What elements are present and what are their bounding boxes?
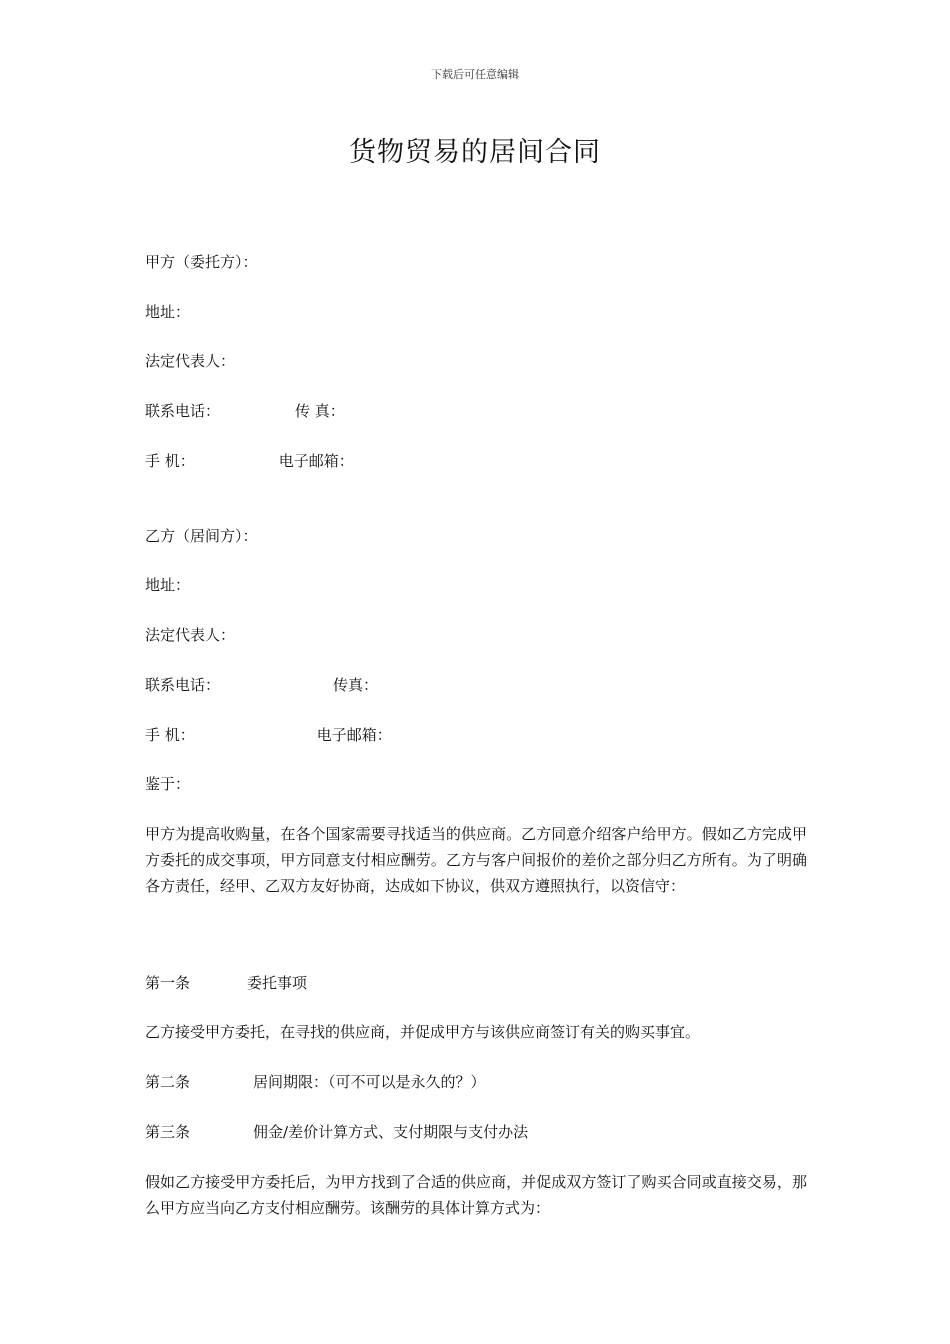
party-b-phone: 联系电话： (145, 676, 221, 694)
party-a-contact-row (145, 401, 345, 421)
article-2-title: 居间期限：（可不可以是永久的？） (253, 1073, 486, 1091)
article-1-body: 乙方接受甲方委托，在寻找的供应商，并促成甲方与该供应商签订有关的购买事宜。 (145, 1023, 701, 1041)
party-a-fax: 传 真： (295, 402, 345, 420)
party-b-mobile-row (145, 725, 392, 745)
party-a-mobile: 手 机： (145, 452, 195, 470)
party-b-fax: 传真： (333, 676, 379, 694)
article-1-title: 委托事项 (247, 974, 308, 992)
whereas-paragraph: 甲方为提高收购量，在各个国家需要寻找适当的供应商。乙方同意介绍客户给甲方。假如乙方完成甲方委托的成交事项，甲方同意支付相应酬劳。乙方与客户间报价的差价之部分归乙方所有。为了明确各方责任，经甲、乙双方友好协商，达成如下协议，供双方遵照执行，以资信守： (145, 825, 807, 895)
party-a-mobile-row (145, 451, 354, 471)
party-b-mobile: 手 机： (145, 726, 195, 744)
article-3-heading (145, 1122, 528, 1142)
whereas-label: 鉴于： (145, 775, 191, 793)
document-title: 货物贸易的居间合同 (349, 137, 601, 168)
party-b-email: 电子邮箱： (316, 726, 392, 744)
article-1-number: 第一条 (145, 974, 191, 992)
party-b-label: 乙方（居间方）： (145, 527, 258, 545)
party-b-contact-row (145, 675, 378, 695)
header-note: 下载后可任意编辑 (431, 68, 519, 81)
party-a-email: 电子邮箱： (278, 452, 354, 470)
article-3-title: 佣金/差价计算方式、支付期限与支付办法 (253, 1123, 529, 1141)
party-a-address: 地址： (145, 303, 191, 321)
party-a-legal-rep: 法定代表人： (145, 352, 236, 370)
article-3-number: 第三条 (145, 1123, 191, 1141)
party-a-label: 甲方（委托方）： (145, 253, 258, 271)
article-2-number: 第二条 (145, 1073, 191, 1091)
article-1-heading (145, 973, 307, 993)
party-a-phone: 联系电话： (145, 402, 221, 420)
article-2-heading (145, 1072, 486, 1092)
article-3-body: 假如乙方接受甲方委托后，为甲方找到了合适的供应商，并促成双方签订了购买合同或直接交易，那么甲方应当向乙方支付相应酬劳。该酬劳的具体计算方式为： (145, 1173, 807, 1217)
party-b-legal-rep: 法定代表人： (145, 626, 236, 644)
party-b-address: 地址： (145, 576, 191, 594)
